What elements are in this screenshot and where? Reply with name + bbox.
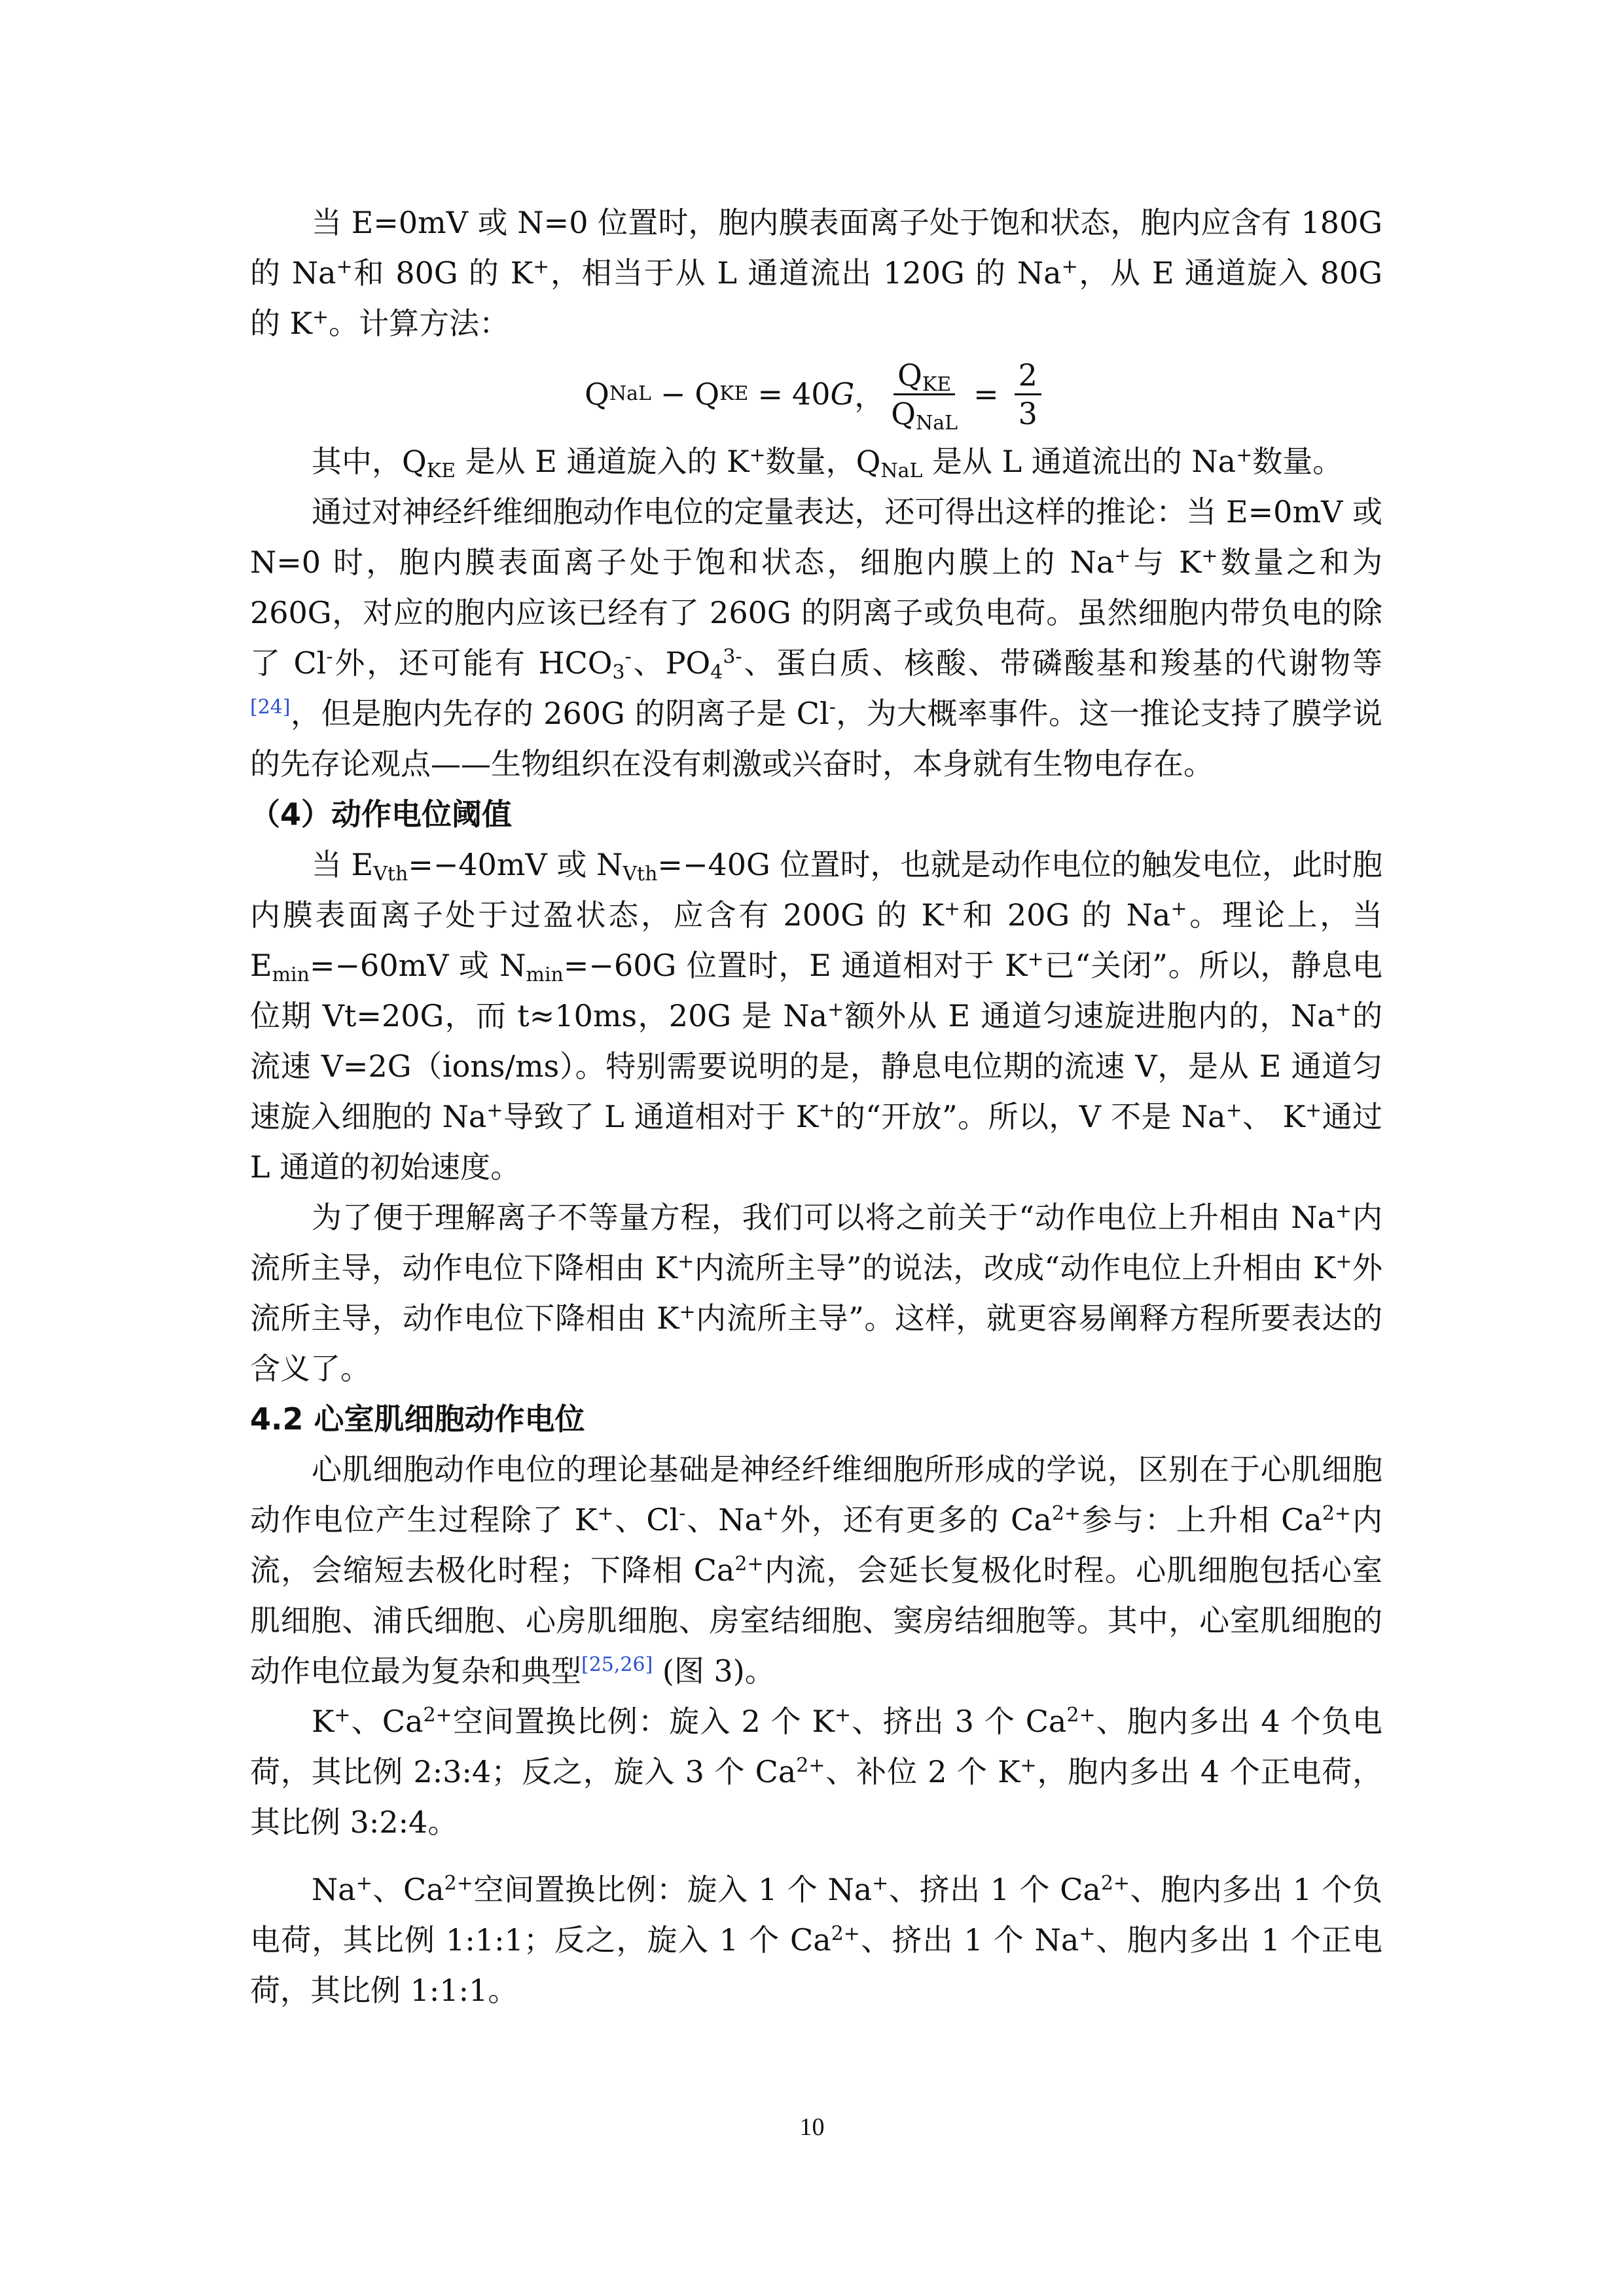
superscript: 2+ <box>444 1872 473 1895</box>
text: ，胞内多出 4 个正电荷，其比例 3:2:4。 <box>250 1754 1383 1840</box>
text: 内流所主导”的说法，改成“动作电位上升相由 K <box>694 1250 1336 1285</box>
superscript: + <box>1335 998 1352 1021</box>
superscript: + <box>679 1300 696 1323</box>
text: 其中，Q <box>312 444 427 479</box>
paragraph-unequal-equation <box>250 1193 1382 1394</box>
subscript: 3 <box>612 661 625 684</box>
superscript: + <box>834 1704 852 1727</box>
text: 内流，会延长复极化时程。心肌细胞包括心室肌细胞、浦氏细胞、心房肌细胞、房室结细胞、窦房结细胞等。其中，心室肌细胞的动作电位最为复杂和典型 <box>250 1552 1383 1689</box>
superscript: 3- <box>723 645 742 668</box>
superscript: + <box>749 444 766 467</box>
text: 额外从 E 通道匀速旋进胞内的，Na <box>844 998 1335 1033</box>
text: ，但是胞内先存的 260G 的阴离子是 Cl <box>290 696 829 731</box>
text: 通过对神经纤维细胞动作电位的定量表达，还可得出这样的推论：当 E=0mV 或 N=0 时，胞内膜表面离子处于饱和状态，细胞内膜上的 Na <box>250 494 1382 580</box>
superscript: - <box>624 645 632 668</box>
superscript: 2+ <box>1066 1704 1096 1727</box>
superscript: + <box>943 897 960 920</box>
text: 心肌细胞动作电位的理论基础是神经纤维细胞所形成的学说，区别在于心肌细胞动作电位产生过程除了 K <box>250 1452 1382 1537</box>
equation-symbol: Q <box>695 376 720 412</box>
text: 、Cl <box>613 1502 679 1537</box>
text: 已“关闭”。所以，静息电位期 Vt=20G，而 t≈10ms，20G 是 Na <box>250 948 1382 1033</box>
superscript: - <box>829 696 836 719</box>
text: 、胞内多出 1 个正电荷，其比例 1:1:1。 <box>250 1922 1382 2008</box>
text: 外，还可能有 HCO <box>333 645 613 681</box>
text: 、PO <box>631 645 711 681</box>
superscript: + <box>677 1250 695 1273</box>
text: 、Na <box>685 1502 763 1537</box>
text: 内流所主导”。这样，就更容易阐释方程所要表达的含义了。 <box>250 1300 1382 1386</box>
subscript: 4 <box>710 661 723 684</box>
text: ，为大概率事件。这一推论支持了膜学说的先存论观点——生物组织在没有刺激或兴奋时，本身就有生物电存在。 <box>250 696 1382 781</box>
equation-operator: − <box>660 376 686 412</box>
superscript: + <box>486 1099 503 1122</box>
section-heading-ventricular: 4.2 心室肌细胞动作电位 <box>250 1401 585 1437</box>
superscript: + <box>597 1502 614 1525</box>
text: 当 E <box>312 847 374 882</box>
superscript: + <box>1027 948 1044 971</box>
text: 通过 L 通道的初始速度。 <box>250 1099 1382 1185</box>
section-heading-threshold: （4）动作电位阈值 <box>250 797 513 832</box>
paragraph-cardiac <box>250 1444 1382 1696</box>
equation-value: 40 <box>792 376 831 412</box>
text: 、补位 2 个 K <box>825 1754 1020 1789</box>
superscript: + <box>1114 545 1131 567</box>
text: 内流所主导，动作电位下降相由 K <box>250 1200 1382 1285</box>
superscript: 2+ <box>1051 1502 1081 1525</box>
text: 。计算方法： <box>329 306 510 341</box>
subscript: min <box>272 963 310 986</box>
superscript: 2+ <box>796 1754 825 1777</box>
superscript: + <box>1236 444 1253 467</box>
text: 的流速 V=2G（ions/ms）。特别需要说明的是，静息电位期的流速 V，是从 E 通道匀速旋入细胞的 Na <box>250 998 1383 1134</box>
superscript: + <box>1335 1200 1352 1223</box>
fraction-numerator: 2 <box>1015 357 1041 395</box>
superscript: + <box>1335 1250 1352 1273</box>
paragraph-na-ca-ratio <box>250 1865 1382 2016</box>
equation-symbol: Q <box>585 376 609 412</box>
superscript: 2+ <box>734 1552 764 1575</box>
text: 数量之和为 260G，对应的胞内应该已经有了 260G 的阴离子或负电荷。虽然细胞内带负电的除了 Cl <box>250 545 1382 681</box>
text: 是从 L 通道流出的 Na <box>922 444 1236 479</box>
text: 空间置换比例：旋入 2 个 K <box>452 1704 835 1739</box>
text: 、挤出 3 个 Ca <box>851 1704 1067 1739</box>
paragraph-threshold <box>250 840 1382 1193</box>
equation-operator: = <box>973 376 999 412</box>
text: 内流，会缩短去极化时程；下降相 Ca <box>250 1502 1382 1588</box>
superscript: + <box>1061 255 1078 278</box>
text: 、胞内多出 1 个负电荷，其比例 1:1:1；反之，旋入 1 个 Ca <box>250 1872 1383 1958</box>
text: ，相当于从 L 通道流出 120G 的 Na <box>549 255 1062 291</box>
text: 数量，Q <box>765 444 881 479</box>
paragraph-k-ca-ratio <box>250 1696 1382 1848</box>
citation-link[interactable]: [25,26] <box>581 1653 653 1676</box>
text: 外流所主导，动作电位下降相由 K <box>250 1250 1382 1336</box>
page-number: 10 <box>799 2113 825 2141</box>
text: 、挤出 1 个 Na <box>859 1922 1079 1958</box>
text: 是从 E 通道旋入的 K <box>456 444 749 479</box>
subscript: Vth <box>623 863 658 886</box>
superscript: + <box>533 255 550 278</box>
subscript: NaL <box>880 459 923 482</box>
text: 导致了 L 通道相对于 K <box>503 1099 819 1134</box>
superscript: + <box>1305 1099 1322 1122</box>
text: (图 3)。 <box>653 1653 775 1689</box>
text: 为了便于理解离子不等量方程，我们可以将之前关于“动作电位上升相由 Na <box>312 1200 1335 1235</box>
superscript: + <box>1225 1099 1242 1122</box>
superscript: + <box>1079 1922 1096 1945</box>
superscript: + <box>355 1872 372 1895</box>
text: 外，还有更多的 Ca <box>779 1502 1052 1537</box>
text: 当 E=0mV 或 N=0 位置时，胞内膜表面离子处于饱和状态，胞内应含有 180G 的 Na <box>250 205 1382 291</box>
text: =−60G 位置时，E 通道相对于 K <box>563 948 1028 983</box>
equation-fraction-left <box>891 357 958 435</box>
paragraph-saturation <box>250 198 1382 349</box>
text: 、Ca <box>372 1872 444 1907</box>
subscript: min <box>526 963 564 986</box>
superscript: + <box>334 1704 351 1727</box>
fraction-denominator: $Q_{NaL}$ <box>891 395 958 435</box>
superscript: + <box>1020 1754 1037 1777</box>
text: 、挤出 1 个 Ca <box>888 1872 1101 1907</box>
subscript: Vth <box>373 863 408 886</box>
text: 和 80G 的 K <box>352 255 533 291</box>
superscript: + <box>872 1872 889 1895</box>
text: 。理论上，当 E <box>250 897 1383 983</box>
text: 、 K <box>1242 1099 1305 1134</box>
citation-link[interactable]: [24] <box>250 696 291 719</box>
text: 参与：上升相 Ca <box>1081 1502 1322 1537</box>
text: 、蛋白质、核酸、带磷酸基和羧基的代谢物等 <box>742 645 1383 681</box>
text: ，从 E 通道旋入 80G 的 K <box>250 255 1382 341</box>
superscript: + <box>827 998 844 1021</box>
text: =−40G 位置时，也就是动作电位的触发电位，此时胞内膜表面离子处于过盈状态，应含有 200G 的 K <box>250 847 1382 933</box>
text: 、Ca <box>350 1704 424 1739</box>
superscript: + <box>818 1099 835 1122</box>
text: 与 K <box>1130 545 1202 580</box>
superscript: 2+ <box>1100 1872 1130 1895</box>
superscript: - <box>326 645 333 668</box>
text: 的“开放”。所以，V 不是 Na <box>835 1099 1226 1134</box>
equation-separator: ， <box>854 378 885 414</box>
superscript: + <box>1170 897 1187 920</box>
equation-fraction-right <box>1015 357 1041 432</box>
fraction-numerator: $Q_{KE}$ <box>893 357 955 395</box>
superscript: + <box>336 255 353 278</box>
superscript: + <box>312 306 329 329</box>
equation: Q NaL − Q KE = 40 G ， $\frac{Q_{KE}}{Q_{NaL}}$ = $\frac{2}{3}$ <box>250 351 1382 437</box>
text: 、胞内多出 4 个负电荷，其比例 2:3:4；反之，旋入 3 个 Ca <box>250 1704 1383 1789</box>
paragraph-definitions <box>250 437 1382 487</box>
paragraph-inference <box>250 487 1382 789</box>
superscript: + <box>762 1502 780 1525</box>
document-body <box>250 198 1382 2016</box>
superscript: - <box>679 1502 686 1525</box>
text: =−60mV 或 N <box>309 948 526 983</box>
subscript: KE <box>426 459 456 482</box>
superscript: 2+ <box>423 1704 452 1727</box>
equation-operator: = <box>757 376 783 412</box>
text: Na <box>312 1872 356 1907</box>
text: 和 20G 的 Na <box>960 897 1171 933</box>
superscript: 2+ <box>1322 1502 1352 1525</box>
superscript: + <box>1201 545 1218 567</box>
text: 数量。 <box>1252 444 1343 479</box>
fraction-denominator: 3 <box>1018 395 1038 431</box>
equation-variable: G <box>830 376 855 412</box>
superscript: 2+ <box>831 1922 860 1945</box>
text: K <box>312 1704 334 1739</box>
text: 空间置换比例：旋入 1 个 Na <box>473 1872 873 1907</box>
text: =−40mV 或 N <box>408 847 623 882</box>
